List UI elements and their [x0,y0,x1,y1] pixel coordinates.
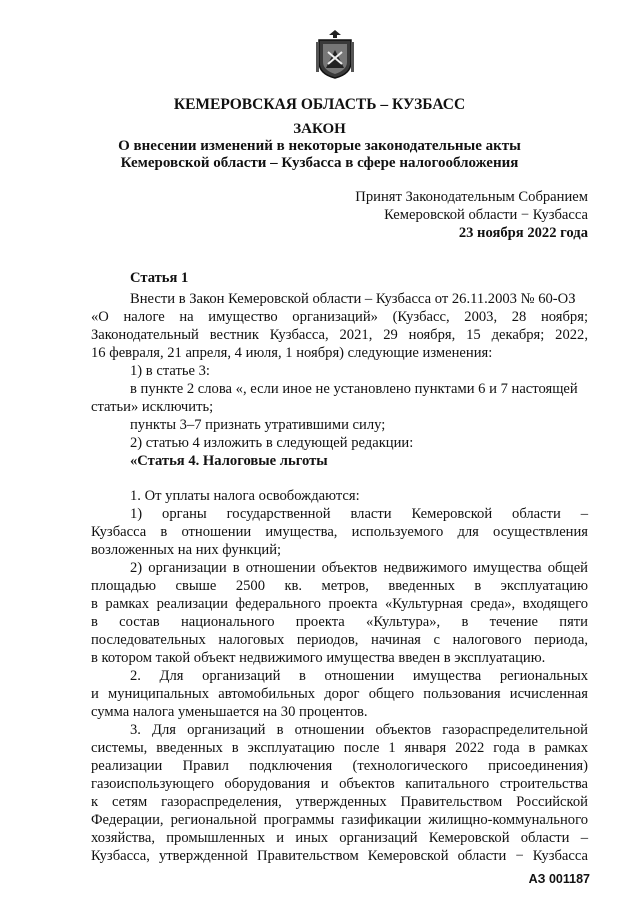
body-line: 1. От уплаты налога освобождаются: [130,488,360,504]
adopted-by-line-1: Принят Законодательным Собранием [355,189,588,205]
body-line: 1) в статье 3: [130,363,210,379]
body-line: последовательных налоговых периодов, начиная с налогового периода, [91,632,588,648]
adopted-by-line-2: Кемеровской области − Кузбасса [384,207,588,223]
body-line: системы, введенных в эксплуатацию после 1 января 2022 года в рамках [91,740,588,756]
adoption-date: 23 ноября 2022 года [458,225,588,241]
body-line: Законодательный вестник Кузбасса, 2021, 29 ноября, 15 декабря; 2022, [91,327,588,343]
body-line: площадью свыше 2500 кв. метров, введенных в эксплуатацию [91,578,588,594]
body-line: 2) статью 4 изложить в следующей редакции: [130,435,414,451]
body-line: реализации Правил подключения (технологического присоединения) [91,758,588,774]
article-heading: Статья 1 [130,270,189,286]
body-line: статьи» исключить; [91,399,214,415]
body-line: Федерации, региональной программы газификации жилищно-коммунального [91,812,588,828]
body-line: в котором такой объект недвижимого имущества введен в эксплуатацию. [91,650,546,666]
body-line: пункты 3–7 признать утратившими силу; [130,417,386,433]
body-line: к сетям газораспределения, утвержденных Правительством Российской [91,794,588,810]
body-line: в пункте 2 слова «, если иное не установлено пунктами 6 и 7 настоящей [130,381,578,397]
body-line: «О налоге на имущество организаций» (Кузбасс, 2003, 28 ноября; [91,309,588,325]
body-line: 3. Для организаций в отношении объектов газораспределительной [130,722,588,738]
law-title-line-1: О внесении изменений в некоторые законодательные акты [118,138,521,154]
body-line: сумма налога уменьшается на 30 процентов. [91,704,368,720]
body-line: Внести в Закон Кемеровской области – Кузбасса от 26.11.2003 № 60-ОЗ [130,291,576,307]
body-line: возложенных на них функций; [91,542,282,558]
document-type: ЗАКОН [293,121,346,137]
body-line: 16 февраля, 21 апреля, 4 июля, 1 ноября) следующие изменения: [91,345,493,361]
body-line: и муниципальных автомобильных дорог общего пользования исчисленная [91,686,588,702]
body-line: в состав национального проекта «Культура», в течение пяти [91,614,588,630]
body-line: Кузбасса, утвержденной Правительством Кемеровской области − Кузбасса [91,848,588,864]
body-line: хозяйства, промышленных и иных организаций Кемеровской области – [91,830,588,846]
body-line: Кузбасса в отношении имущества, используемого для осуществления [91,524,588,540]
body-line: 1) органы государственной власти Кемеровской области – [130,506,588,522]
body-line: в рамках реализации федерального проекта «Культурная среда», входящего [91,596,588,612]
region-heading: КЕМЕРОВСКАЯ ОБЛАСТЬ – КУЗБАСС [173,96,466,113]
serial-number: АЗ 001187 [528,872,590,886]
body-line: газоиспользующего оборудования и объектов капитального строительства [91,776,588,792]
law-title-line-2: Кемеровской области – Кузбасса в сфере налогообложения [120,155,519,171]
body-line: 2) организации в отношении объектов недвижимого имущества общей [130,560,588,576]
coat-of-arms-emblem [315,28,355,80]
body-line: 2. Для организаций в отношении имущества региональных [130,668,588,684]
article-4-heading: «Статья 4. Налоговые льготы [130,453,328,469]
